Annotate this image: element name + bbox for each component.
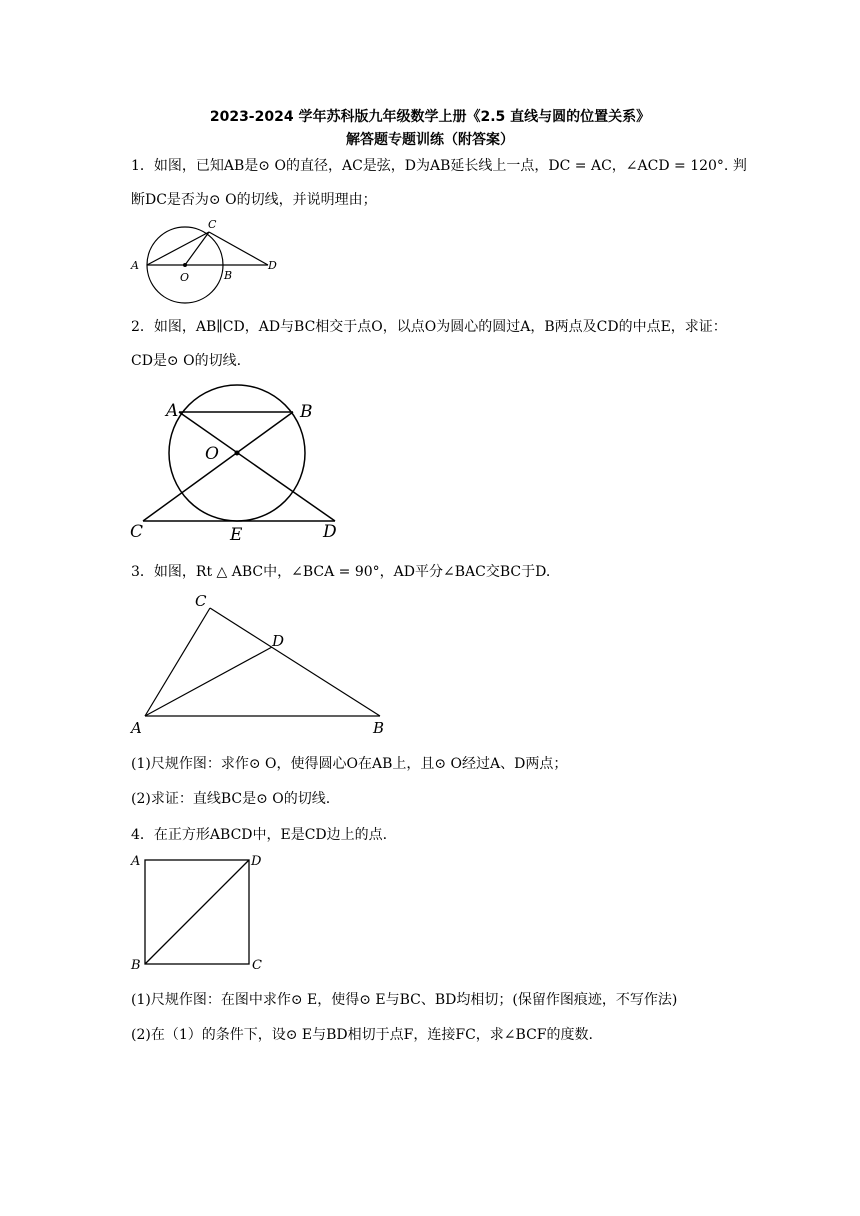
q2-label-D: D: [323, 522, 337, 542]
q3-text-line-1: 3．如图，Rt △ ABC中，∠BCA = 90°，AD平分∠BAC交BC于D.: [131, 564, 551, 580]
q2-center-dot: [235, 451, 240, 456]
q1-center-dot: [183, 263, 187, 267]
q1-label-C: C: [208, 218, 217, 231]
q3-part-1: (1)尺规作图：求作⊙ O，使得圆心O在AB上，且⊙ O经过A、D两点；: [131, 756, 568, 772]
q2-label-O: O: [205, 444, 219, 464]
q2-figure: [125, 375, 350, 545]
q1-text-line-1: 1．如图，已知AB是⊙ O的直径，AC是弦，D为AB延长线上一点，DC = AC，∠ACD = 120°. 判: [131, 158, 747, 174]
q1-text-line-2: 断DC是否为⊙ O的切线，并说明理由；: [131, 192, 377, 208]
q4-label-D: D: [251, 854, 262, 869]
q2-line-BC: [143, 412, 293, 521]
q1-line-OC: [185, 232, 209, 265]
q1-label-D: D: [268, 259, 277, 272]
q1-figure: [125, 215, 295, 310]
q3-figure: [125, 590, 395, 740]
q4-figure: [125, 850, 270, 975]
q2-line-AD: [179, 412, 335, 521]
q4-label-A: A: [131, 854, 141, 869]
q3-label-D: D: [272, 632, 285, 650]
q4-part-1: (1)尺规作图：在图中求作⊙ E，使得⊙ E与BC、BD均相切；(保留作图痕迹，不写作法): [131, 992, 678, 1008]
q3-label-A: A: [131, 719, 142, 737]
q1-line-CD: [209, 232, 268, 265]
q4-text-line-1: 4．在正方形ABCD中，E是CD边上的点.: [131, 827, 388, 843]
q2-text-line-1: 2．如图，AB∥CD，AD与BC相交于点O，以点O为圆心的圆过A，B两点及CD的中点E，求证：: [131, 319, 727, 335]
q4-part-2: (2)在（1）的条件下，设⊙ E与BD相切于点F，连接FC，求∠BCF的度数.: [131, 1027, 593, 1043]
q3-label-B: B: [373, 719, 385, 737]
q4-label-C: C: [252, 958, 262, 973]
q1-line-AC: [147, 232, 209, 265]
q4-diagonal-BD: [145, 860, 249, 964]
q2-label-B: B: [300, 402, 313, 422]
q1-label-A: A: [131, 259, 139, 272]
q3-part-2: (2)求证：直线BC是⊙ O的切线.: [131, 791, 331, 807]
q1-label-B: B: [224, 269, 233, 282]
worksheet-title: 2023-2024 学年苏科版九年级数学上册《2.5 直线与圆的位置关系》: [209, 109, 651, 125]
q3-label-C: C: [195, 592, 207, 610]
q2-text-line-2: CD是⊙ O的切线.: [131, 353, 242, 369]
worksheet-subtitle: 解答题专题训练（附答案）: [346, 132, 514, 148]
q4-label-B: B: [131, 958, 141, 973]
q2-label-C: C: [130, 522, 144, 542]
q3-line-CB: [210, 608, 380, 716]
q2-label-A: A: [166, 401, 179, 421]
q3-line-AD: [145, 647, 272, 716]
q3-line-AC: [145, 608, 210, 716]
q1-label-O: O: [180, 271, 190, 284]
q2-label-E: E: [230, 525, 243, 545]
